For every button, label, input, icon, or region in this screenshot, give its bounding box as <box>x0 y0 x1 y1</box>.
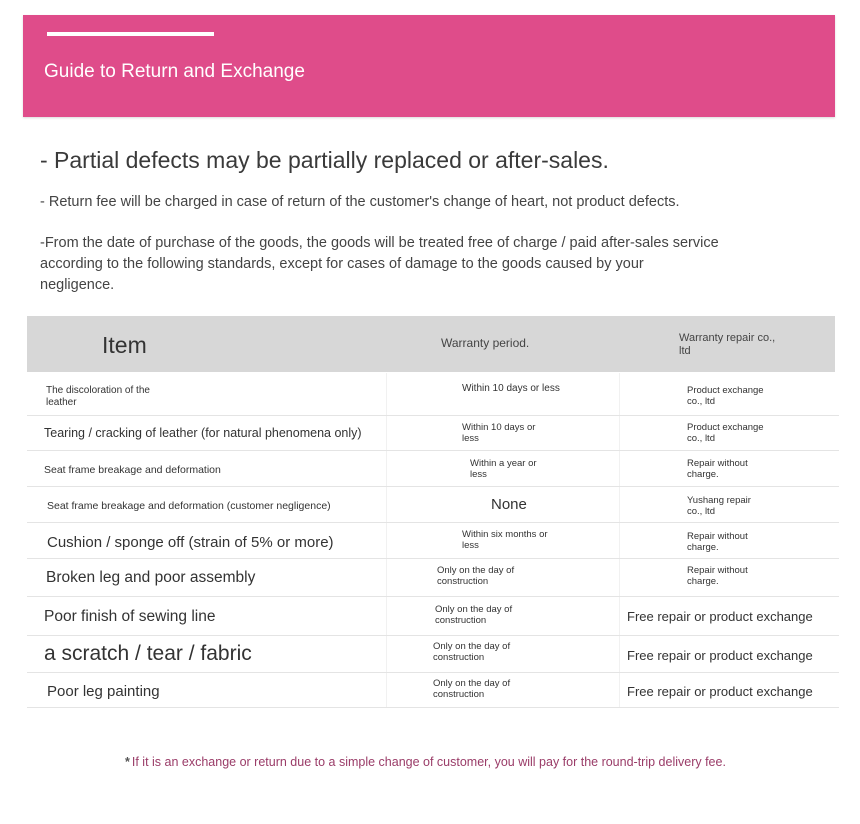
row-item: Cushion / sponge off (strain of 5% or more) <box>47 534 334 551</box>
table-row <box>27 451 839 487</box>
row-item: Broken leg and poor assembly <box>46 569 256 586</box>
row-warranty: Only on the day of construction <box>433 641 511 663</box>
row-item: Seat frame breakage and deformation (customer negligence) <box>47 500 331 512</box>
intro-return-fee-note: - Return fee will be charged in case of return of the customer's change of heart, not product defects. <box>40 194 680 210</box>
row-repair: Repair without charge. <box>687 565 748 587</box>
row-warranty: Within 10 days or less <box>462 422 536 444</box>
table-row <box>27 523 839 559</box>
table-row <box>27 597 839 636</box>
row-warranty: None <box>491 496 527 513</box>
column-header-repair: Warranty repair co., ltd <box>679 332 776 357</box>
row-repair: Free repair or product exchange <box>627 648 813 663</box>
row-repair: Repair without charge. <box>687 531 748 553</box>
row-warranty: Only on the day of construction <box>435 604 513 626</box>
column-header-warranty: Warranty period. <box>441 336 530 350</box>
header-banner <box>23 15 835 117</box>
row-warranty: Within a year or less <box>470 458 537 480</box>
row-warranty: Only on the day of construction <box>437 565 515 587</box>
row-item: The discoloration of the leather <box>46 385 150 408</box>
table-row <box>27 416 839 451</box>
row-repair: Product exchange co., ltd <box>687 385 764 407</box>
row-warranty: Within 10 days or less <box>462 383 560 394</box>
table-row <box>27 373 839 416</box>
row-repair: Product exchange co., ltd <box>687 422 764 444</box>
table-row <box>27 559 839 597</box>
footnote-text: If it is an exchange or return due to a simple change of customer, you will pay for the round-trip delivery fee. <box>131 755 726 769</box>
intro-lead: - Partial defects may be partially replaced or after-sales. <box>40 147 609 173</box>
table-row <box>27 487 839 523</box>
row-repair: Repair without charge. <box>687 458 748 480</box>
row-item: a scratch / tear / fabric <box>44 642 252 665</box>
table-row <box>27 673 839 708</box>
page-title: Guide to Return and Exchange <box>44 61 305 82</box>
row-warranty: Within six months or less <box>462 529 548 551</box>
row-item: Poor leg painting <box>47 683 160 700</box>
row-item: Poor finish of sewing line <box>44 608 216 625</box>
row-item: Tearing / cracking of leather (for natural phenomena only) <box>44 426 362 440</box>
banner-accent-bar <box>47 32 214 36</box>
row-repair: Yushang repair co., ltd <box>687 495 751 517</box>
table-row <box>27 636 839 673</box>
asterisk-icon: * <box>125 755 130 769</box>
row-item: Seat frame breakage and deformation <box>44 464 221 476</box>
row-repair: Free repair or product exchange <box>627 684 813 699</box>
delivery-fee-footnote <box>125 755 726 769</box>
row-warranty: Only on the day of construction <box>433 678 511 700</box>
row-repair: Free repair or product exchange <box>627 609 813 624</box>
intro-service-paragraph: -From the date of purchase of the goods, the goods will be treated free of charge / paid after-sales service according to the following standards, except for cases of damage to the goods caused by your negligence. <box>40 235 719 293</box>
column-header-item: Item <box>102 332 147 358</box>
table-header <box>27 316 835 372</box>
